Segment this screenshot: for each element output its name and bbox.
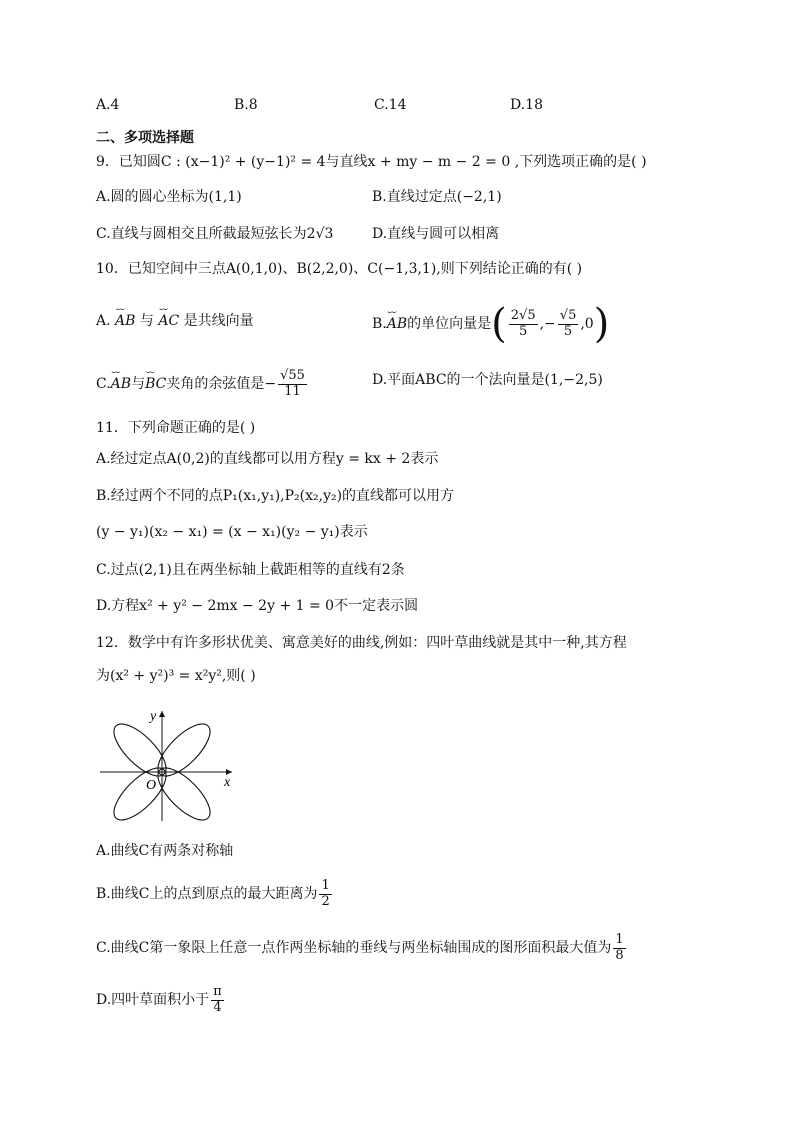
last-term: ,0 [580, 315, 594, 332]
q12-stem-line1: 12．数学中有许多形状优美、寓意美好的曲线,例如：四叶草曲线就是其中一种,其方程 [96, 635, 627, 651]
section-title: 二、多项选择题 [96, 130, 194, 146]
fraction [278, 369, 307, 399]
vector-ab: ⌣⌣ AB [387, 316, 407, 333]
denominator: 8 [615, 947, 624, 963]
numerator: √55 [280, 368, 305, 384]
q10-option-a [96, 313, 254, 330]
fraction [319, 879, 331, 909]
q10-c-prefix: C. [96, 375, 111, 392]
x-axis-label: x [224, 775, 231, 790]
q9-option-a: A.圆的圆心坐标为(1,1) [96, 189, 242, 205]
q10-b-prefix: B. [372, 315, 387, 332]
fraction [613, 933, 625, 963]
vector-ab: ⌣⌣ AB [111, 376, 131, 393]
four-leaf-clover-figure [96, 705, 244, 825]
q9-option-b: B.直线过定点(−2,1) [372, 189, 502, 205]
q11-option-b-line2: (y − y₁)(x₂ − x₁) = (x − x₁)(y₂ − y₁)表示 [96, 524, 368, 540]
denominator: 11 [284, 383, 301, 399]
denominator: 5 [563, 323, 573, 339]
q10-option-d: D.平面ABC的一个法向量是(1,−2,5) [372, 372, 603, 388]
q12-option-d [96, 980, 226, 1020]
q8-option-b: B.8 [234, 97, 258, 113]
numerator: π [213, 984, 222, 1000]
denominator: 5 [519, 323, 528, 339]
q12-d-text: D.四叶草面积小于 [96, 991, 210, 1008]
q10-stem: 10．已知空间中三点A(0,1,0)、B(2,2,0)、C(−1,3,1),则下列结论正确的有( ) [96, 261, 583, 277]
fraction [211, 985, 224, 1015]
q9-option-c: C.直线与圆相交且所截最短弦长为2√3 [96, 226, 334, 242]
q12-option-b [96, 874, 334, 914]
petal-2nd-quadrant [106, 716, 174, 784]
petal-1st-quadrant [150, 716, 218, 784]
vector-ac: ⌣⌣ AC [158, 313, 179, 330]
origin-label: O [146, 778, 157, 793]
q9-option-d: D.直线与圆可以相离 [372, 226, 500, 242]
q12-option-c [96, 928, 628, 968]
q10-a-prefix: A. [96, 313, 116, 329]
petal-4th-quadrant [150, 760, 218, 825]
numerator: 1 [615, 932, 624, 948]
q8-option-c: C.14 [374, 97, 407, 113]
q10-c-post: 夹角的余弦值是− [166, 375, 277, 392]
numerator: √5 [559, 308, 577, 324]
y-axis-label: y [150, 709, 157, 724]
petal-3rd-quadrant [106, 760, 174, 825]
q11-option-a: A.经过定点A(0,2)的直线都可以用方程y = kx + 2表示 [96, 451, 439, 467]
q9-stem: 9．已知圆C : (x−1)² + (y−1)² = 4与直线x + my − m − 2 = 0 ,下列选项正确的是( ) [96, 154, 647, 170]
q8-option-a: A.4 [96, 97, 120, 113]
q10-option-b [372, 300, 609, 348]
denominator: 4 [213, 999, 222, 1015]
numerator: 1 [321, 878, 330, 894]
right-paren: ) [593, 301, 610, 347]
q11-stem: 11．下列命题正确的是( ) [96, 420, 256, 436]
q8-option-d: D.18 [510, 97, 543, 113]
q10-a-mid: 与 [135, 313, 159, 329]
left-paren: ( [491, 301, 507, 347]
denominator: 2 [321, 893, 330, 909]
q11-option-b-line1: B.经过两个不同的点P₁(x₁,y₁),P₂(x₂,y₂)的直线都可以用方 [96, 488, 455, 504]
q11-option-c: C.过点(2,1)且在两坐标轴上截距相等的直线有2条 [96, 562, 405, 578]
comma: ,− [539, 315, 556, 332]
q12-option-a: A.曲线C有两条对称轴 [96, 843, 234, 859]
q10-a-post: 是共线向量 [179, 313, 254, 329]
fraction [509, 309, 538, 339]
q10-c-mid: 与 [131, 375, 146, 392]
numerator: 2√5 [510, 308, 536, 324]
q12-c-text: C.曲线C第一象限上任意一点作两坐标轴的垂线与两坐标轴围成的图形面积最大值为 [96, 939, 612, 956]
q11-option-d: D.方程x² + y² − 2mx − 2y + 1 = 0不一定表示圆 [96, 598, 419, 614]
q12-stem-line2: 为(x² + y²)³ = x²y²,则( ) [96, 668, 256, 684]
q10-option-c [96, 362, 309, 406]
vector-bc: ⌣⌣ BC [145, 376, 166, 393]
fraction [558, 309, 579, 339]
vector-ab: ⌣⌣ AB [115, 313, 135, 330]
q10-b-post: 的单位向量是 [407, 315, 492, 332]
q12-b-text: B.曲线C上的点到原点的最大距离为 [96, 885, 318, 902]
